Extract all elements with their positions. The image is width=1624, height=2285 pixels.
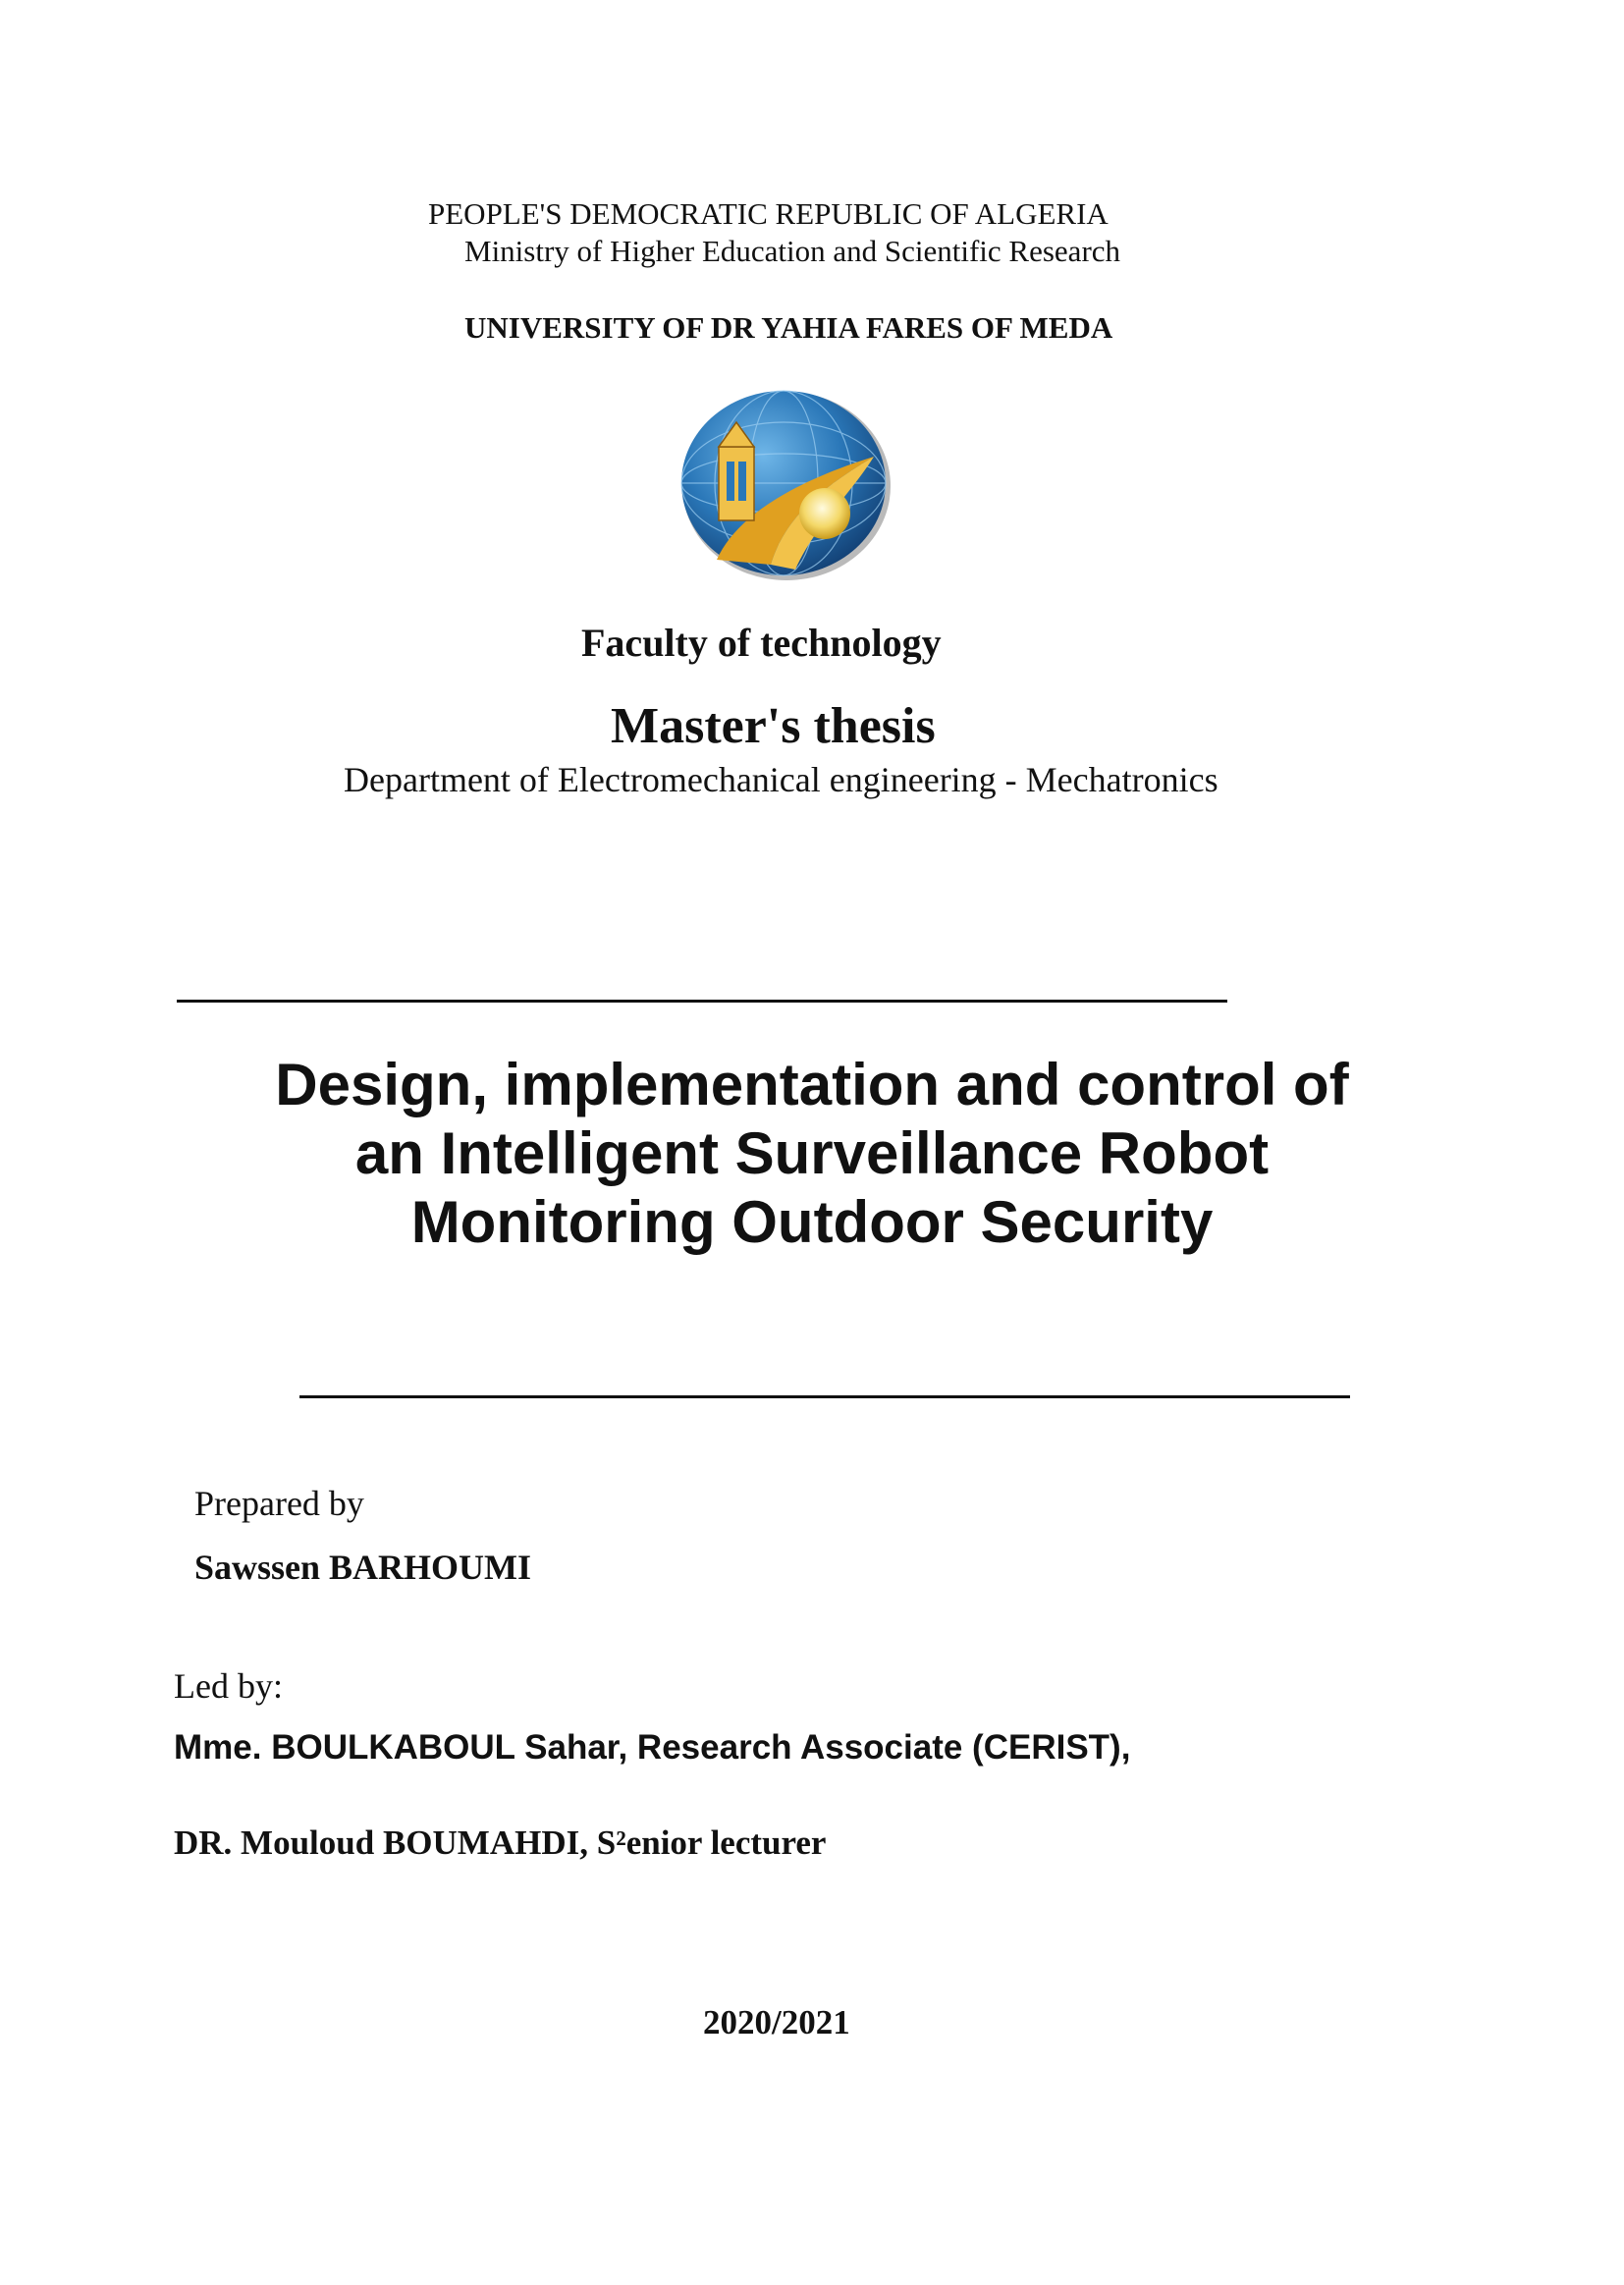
- supervisor-2: DR. Mouloud BOUMAHDI, S²enior lecturer: [174, 1823, 827, 1862]
- department-name: Department of Electromechanical engineering - Mechatronics: [344, 760, 1218, 799]
- university-logo: [677, 388, 895, 584]
- university-emblem-icon: [677, 388, 895, 584]
- author-name: Sawssen BARHOUMI: [194, 1548, 532, 1587]
- academic-year: 2020/2021: [703, 2003, 850, 2041]
- thesis-type: Master's thesis: [611, 698, 936, 754]
- title-line-2: an Intelligent Surveillance Robot: [354, 1120, 1270, 1186]
- prepared-by-label: Prepared by: [194, 1484, 364, 1523]
- led-by-label: Led by:: [174, 1666, 283, 1706]
- title-line-3: Monitoring Outdoor Security: [410, 1189, 1214, 1255]
- title-line-1: Design, implementation and control of: [275, 1052, 1349, 1117]
- faculty-name: Faculty of technology: [581, 621, 942, 665]
- country-name: PEOPLE'S DEMOCRATIC REPUBLIC OF ALGERIA: [428, 196, 1109, 231]
- ministry-name: Ministry of Higher Education and Scientific Research: [464, 234, 1121, 268]
- title-top-rule: [177, 1000, 1227, 1003]
- title-bottom-rule: [299, 1395, 1350, 1398]
- thesis-title: [196, 1051, 1428, 1257]
- supervisor-1: Mme. BOULKABOUL Sahar, Research Associate (CERIST),: [174, 1728, 1131, 1767]
- university-name: UNIVERSITY OF DR YAHIA FARES OF MEDA: [464, 310, 1113, 345]
